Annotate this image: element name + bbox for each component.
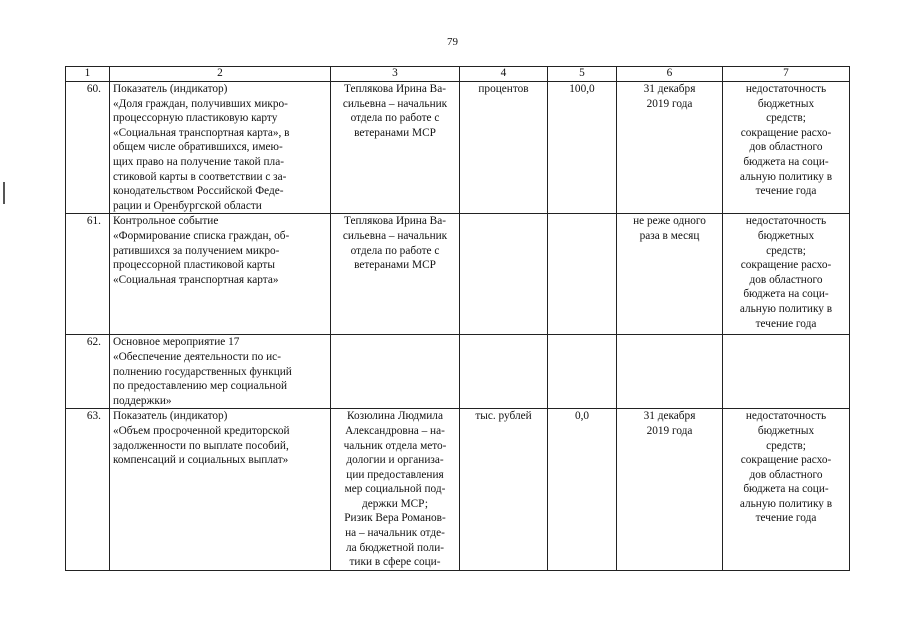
row-number-cell bbox=[66, 214, 110, 335]
unit-cell bbox=[460, 214, 548, 335]
cell-text-line: Теплякова Ирина Ва- bbox=[344, 215, 446, 228]
cell-text-line: рации и Оренбургской области bbox=[113, 199, 262, 212]
table-header-row bbox=[66, 67, 850, 82]
cell-text-line: сокращение расхо- bbox=[740, 454, 832, 467]
cell-text-line: щих право на получение такой пла- bbox=[113, 155, 284, 168]
cell-text-line: конодательством Российской Феде- bbox=[113, 185, 284, 198]
value-cell bbox=[548, 82, 617, 214]
column-header: 1 bbox=[66, 67, 110, 82]
cell-text-line: течение года bbox=[755, 317, 817, 330]
cell-text-line: процентов bbox=[478, 83, 529, 95]
cell-text-line: отдела по работе с bbox=[350, 244, 440, 257]
row-number: 60. bbox=[86, 83, 101, 95]
cell-text-line: дов областного bbox=[749, 273, 823, 286]
cell-text-line: держки МСР; bbox=[362, 497, 428, 510]
column-header: 3 bbox=[331, 67, 460, 82]
row-number-cell bbox=[66, 82, 110, 214]
cell-text-line: ции предоставления bbox=[346, 468, 444, 481]
cell-text-line: 31 декабря bbox=[643, 83, 696, 95]
cell-text-line: компенсаций и социальных выплат» bbox=[113, 454, 289, 467]
cell-text-line: ла бюджетной поли- bbox=[346, 541, 444, 554]
cell-text-line: бюджетных bbox=[757, 424, 815, 437]
cell-text-line: 2019 года bbox=[646, 424, 693, 437]
responsible-cell bbox=[331, 214, 460, 335]
cell-text-line: альную политику в bbox=[739, 302, 833, 315]
cell-text-line: 2019 года bbox=[646, 97, 693, 110]
column-header: 7 bbox=[723, 67, 850, 82]
cell-text-line: бюджета на соци- bbox=[743, 483, 829, 496]
cell-text-line: не реже одного bbox=[633, 215, 706, 228]
risks-cell bbox=[723, 335, 850, 409]
cell-text-line: средств; bbox=[766, 112, 806, 125]
cell-text-line: задолженности по выплате пособий, bbox=[113, 439, 289, 452]
cell-text-line: «Формирование списка граждан, об- bbox=[113, 229, 290, 242]
responsible-cell bbox=[331, 335, 460, 409]
cell-text-line: дов областного bbox=[749, 141, 823, 154]
deadline-cell bbox=[617, 409, 723, 571]
cell-text-line: Александровна – на- bbox=[345, 424, 445, 437]
cell-text-line: течение года bbox=[755, 185, 817, 198]
cell-text-line: бюджетных bbox=[757, 229, 815, 242]
value-cell bbox=[548, 335, 617, 409]
responsible-cell bbox=[331, 82, 460, 214]
margin-mark bbox=[3, 182, 5, 204]
cell-text-line: «Доля граждан, получивших микро- bbox=[113, 97, 288, 110]
risks-cell bbox=[723, 214, 850, 335]
row-number-cell bbox=[66, 409, 110, 571]
column-header: 2 bbox=[110, 67, 331, 82]
row-number-cell bbox=[66, 335, 110, 409]
cell-text-line: 0,0 bbox=[574, 410, 590, 423]
column-header: 4 bbox=[460, 67, 548, 82]
table-row bbox=[66, 82, 850, 214]
responsible-cell bbox=[331, 409, 460, 571]
cell-text-line: тики в сфере соци- bbox=[349, 556, 441, 569]
deadline-cell bbox=[617, 214, 723, 335]
table-row bbox=[66, 335, 850, 409]
cell-text-line: поддержки» bbox=[113, 394, 172, 407]
cell-text-line: мер социальной под- bbox=[344, 483, 446, 496]
description-cell bbox=[110, 335, 331, 409]
cell-text-line: ратившихся за получением микро- bbox=[113, 244, 280, 257]
cell-text-line: бюджета на соци- bbox=[743, 155, 829, 168]
cell-text-line: 31 декабря bbox=[643, 410, 696, 423]
cell-text-line: Показатель (индикатор) bbox=[113, 83, 228, 95]
cell-text-line: альную политику в bbox=[739, 497, 833, 510]
value-cell bbox=[548, 214, 617, 335]
cell-text-line: чальник отдела мето- bbox=[343, 439, 447, 452]
row-number: 61. bbox=[86, 215, 101, 228]
cell-text-line: Показатель (индикатор) bbox=[113, 410, 228, 423]
cell-text-line: тыс. рублей bbox=[475, 410, 532, 423]
description-cell bbox=[110, 82, 331, 214]
cell-text-line: дов областного bbox=[749, 468, 823, 481]
cell-text-line: процессорную пластиковую карту bbox=[113, 112, 278, 125]
risks-cell bbox=[723, 82, 850, 214]
description-cell bbox=[110, 409, 331, 571]
cell-text-line: «Социальная транспортная карта» bbox=[113, 273, 279, 286]
cell-text-line: отдела по работе с bbox=[350, 112, 440, 125]
cell-text-line: недостаточность bbox=[745, 410, 827, 423]
cell-text-line: 100,0 bbox=[569, 83, 595, 95]
cell-text-line: Контрольное событие bbox=[113, 215, 219, 228]
cell-text-line: Основное мероприятие 17 bbox=[113, 336, 240, 349]
value-cell bbox=[548, 409, 617, 571]
cell-text-line: ветеранами МСР bbox=[354, 259, 436, 272]
cell-text-line: общем числе обратившихся, имею- bbox=[113, 141, 283, 154]
unit-cell bbox=[460, 82, 548, 214]
cell-text-line: альную политику в bbox=[739, 170, 833, 183]
cell-text-line: Теплякова Ирина Ва- bbox=[344, 83, 446, 95]
cell-text-line: дологии и организа- bbox=[346, 454, 444, 467]
cell-text-line: Ризик Вера Романов- bbox=[344, 512, 446, 525]
cell-text-line: стиковой карты в соответствии с за- bbox=[113, 170, 287, 183]
cell-text-line: процессорной пластиковой карты bbox=[113, 259, 275, 272]
cell-text-line: сильевна – начальник bbox=[342, 229, 448, 242]
cell-text-line: бюджетных bbox=[757, 97, 815, 110]
table-row bbox=[66, 214, 850, 335]
cell-text-line: средств; bbox=[766, 244, 806, 257]
risks-cell bbox=[723, 409, 850, 571]
cell-text-line: «Обеспечение деятельности по ис- bbox=[113, 350, 281, 363]
unit-cell bbox=[460, 409, 548, 571]
cell-text-line: «Объем просроченной кредиторской bbox=[113, 424, 290, 437]
cell-text-line: средств; bbox=[766, 439, 806, 452]
cell-text-line: течение года bbox=[755, 512, 817, 525]
cell-text-line: на – начальник отде- bbox=[345, 527, 445, 540]
unit-cell bbox=[460, 335, 548, 409]
column-header: 5 bbox=[548, 67, 617, 82]
column-header: 6 bbox=[617, 67, 723, 82]
description-cell bbox=[110, 214, 331, 335]
cell-text-line: полнению государственных функций bbox=[113, 365, 292, 378]
cell-text-line: сильевна – начальник bbox=[342, 97, 448, 110]
row-number: 63. bbox=[86, 410, 101, 423]
cell-text-line: недостаточность bbox=[745, 83, 827, 95]
cell-text-line: по предоставлению мер социальной bbox=[113, 380, 288, 393]
cell-text-line: ветеранами МСР bbox=[354, 126, 436, 139]
cell-text-line: сокращение расхо- bbox=[740, 126, 832, 139]
row-number: 62. bbox=[86, 336, 101, 349]
page-number: 79 bbox=[447, 36, 458, 48]
deadline-cell bbox=[617, 335, 723, 409]
cell-text-line: недостаточность bbox=[745, 215, 827, 228]
cell-text-line: бюджета на соци- bbox=[743, 288, 829, 301]
cell-text-line: сокращение расхо- bbox=[740, 259, 832, 272]
table-row bbox=[66, 409, 850, 571]
cell-text-line: «Социальная транспортная карта», в bbox=[113, 126, 290, 139]
deadline-cell bbox=[617, 82, 723, 214]
measures-table bbox=[65, 66, 850, 571]
cell-text-line: Козюлина Людмила bbox=[347, 410, 443, 423]
cell-text-line: раза в месяц bbox=[639, 229, 700, 242]
